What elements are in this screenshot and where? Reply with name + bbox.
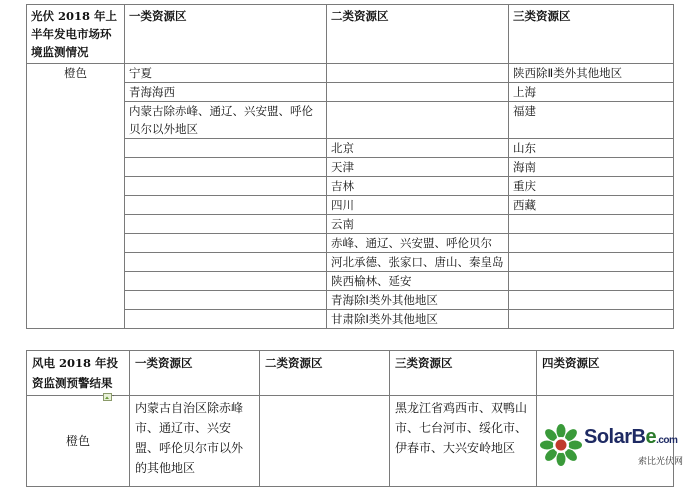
brand-com: .com <box>656 435 678 446</box>
brand-main: SolarB <box>584 426 646 448</box>
table-row <box>27 291 674 310</box>
pv-cell <box>125 196 327 215</box>
pv-cell <box>327 102 509 139</box>
wind-cell <box>260 396 390 487</box>
pv-orange-label: 橙色 <box>64 66 87 80</box>
pv-cell: 西藏 <box>509 196 674 215</box>
pv-cell: 重庆 <box>509 177 674 196</box>
pv-cell <box>125 310 327 329</box>
brand-e: e <box>645 426 657 448</box>
pv-cell: 上海 <box>509 83 674 102</box>
pv-cell: 北京 <box>327 139 509 158</box>
pv-cell: 四川 <box>327 196 509 215</box>
wind-col-class3: 三类资源区 <box>390 351 537 396</box>
pv-cell: 云南 <box>327 215 509 234</box>
wind-header-row <box>27 351 674 396</box>
pv-cell <box>125 291 327 310</box>
wind-title-cell: 风电 2018 年投资监测预警结果 <box>27 351 130 396</box>
pv-title-cell: 光伏 2018 年上半年发电市场环境监测情况 <box>27 5 125 64</box>
pv-cell <box>509 310 674 329</box>
pv-col-class3: 三类资源区 <box>509 5 674 64</box>
table-row <box>27 234 674 253</box>
wind-cell: 内蒙古自治区除赤峰市、通辽市、兴安盟、呼伦贝尔市以外的其他地区 <box>130 396 260 487</box>
wind-cell: 黑龙江省鸡西市、双鸭山市、七台河市、绥化市、伊春市、大兴安岭地区 <box>390 396 537 487</box>
pv-cell: 青海海西 <box>125 83 327 102</box>
table-row <box>27 215 674 234</box>
pv-cell: 天津 <box>327 158 509 177</box>
pv-cell <box>125 139 327 158</box>
pv-cell: 陕西除Ⅱ类外其他地区 <box>509 64 674 83</box>
wind-col-class4: 四类资源区 <box>537 351 674 396</box>
pv-cell <box>125 158 327 177</box>
brand-name <box>584 426 677 449</box>
pv-cell: 福建 <box>509 102 674 139</box>
pv-cell <box>327 83 509 102</box>
pv-cell <box>509 215 674 234</box>
table-row <box>27 310 674 329</box>
pv-cell <box>125 253 327 272</box>
pv-cell <box>327 64 509 83</box>
pv-cell <box>509 253 674 272</box>
pv-cell <box>125 177 327 196</box>
image-placeholder-icon <box>103 393 114 401</box>
pv-cell: 河北承德、张家口、唐山、秦皇岛 <box>327 253 509 272</box>
pv-col-class1: 一类资源区 <box>125 5 327 64</box>
wind-orange-label: 橙色 <box>27 396 130 487</box>
pv-cell: 青海除Ⅰ类外其他地区 <box>327 291 509 310</box>
pv-cell <box>125 215 327 234</box>
pv-cell: 宁夏 <box>125 64 327 83</box>
pv-col-class2: 二类资源区 <box>327 5 509 64</box>
pv-orange-label-cell <box>27 64 125 329</box>
pv-cell <box>509 272 674 291</box>
pv-cell: 山东 <box>509 139 674 158</box>
pv-cell <box>125 234 327 253</box>
pv-cell <box>509 291 674 310</box>
table-row <box>27 64 674 83</box>
table-row <box>27 272 674 291</box>
table-row <box>27 158 674 177</box>
pv-cell <box>509 234 674 253</box>
pv-cell: 吉林 <box>327 177 509 196</box>
pv-cell <box>125 272 327 291</box>
pv-cell: 内蒙古除赤峰、通辽、兴安盟、呼伦贝尔以外地区 <box>125 102 327 139</box>
table-row <box>27 177 674 196</box>
pv-cell: 甘肃除Ⅰ类外其他地区 <box>327 310 509 329</box>
wind-col-class2: 二类资源区 <box>260 351 390 396</box>
table-row <box>27 196 674 215</box>
sunflower-icon <box>540 424 582 466</box>
brand-subtitle: 索比光伏网 <box>638 457 684 467</box>
solarbe-logo <box>540 422 690 472</box>
table-row <box>27 139 674 158</box>
pv-header-row <box>27 5 674 64</box>
pv-cell: 海南 <box>509 158 674 177</box>
pv-monitoring-table <box>26 4 674 329</box>
pv-cell: 陕西榆林、延安 <box>327 272 509 291</box>
table-row <box>27 83 674 102</box>
pv-cell: 赤峰、通辽、兴安盟、呼伦贝尔 <box>327 234 509 253</box>
wind-col-class1: 一类资源区 <box>130 351 260 396</box>
table-row <box>27 102 674 139</box>
table-row <box>27 253 674 272</box>
